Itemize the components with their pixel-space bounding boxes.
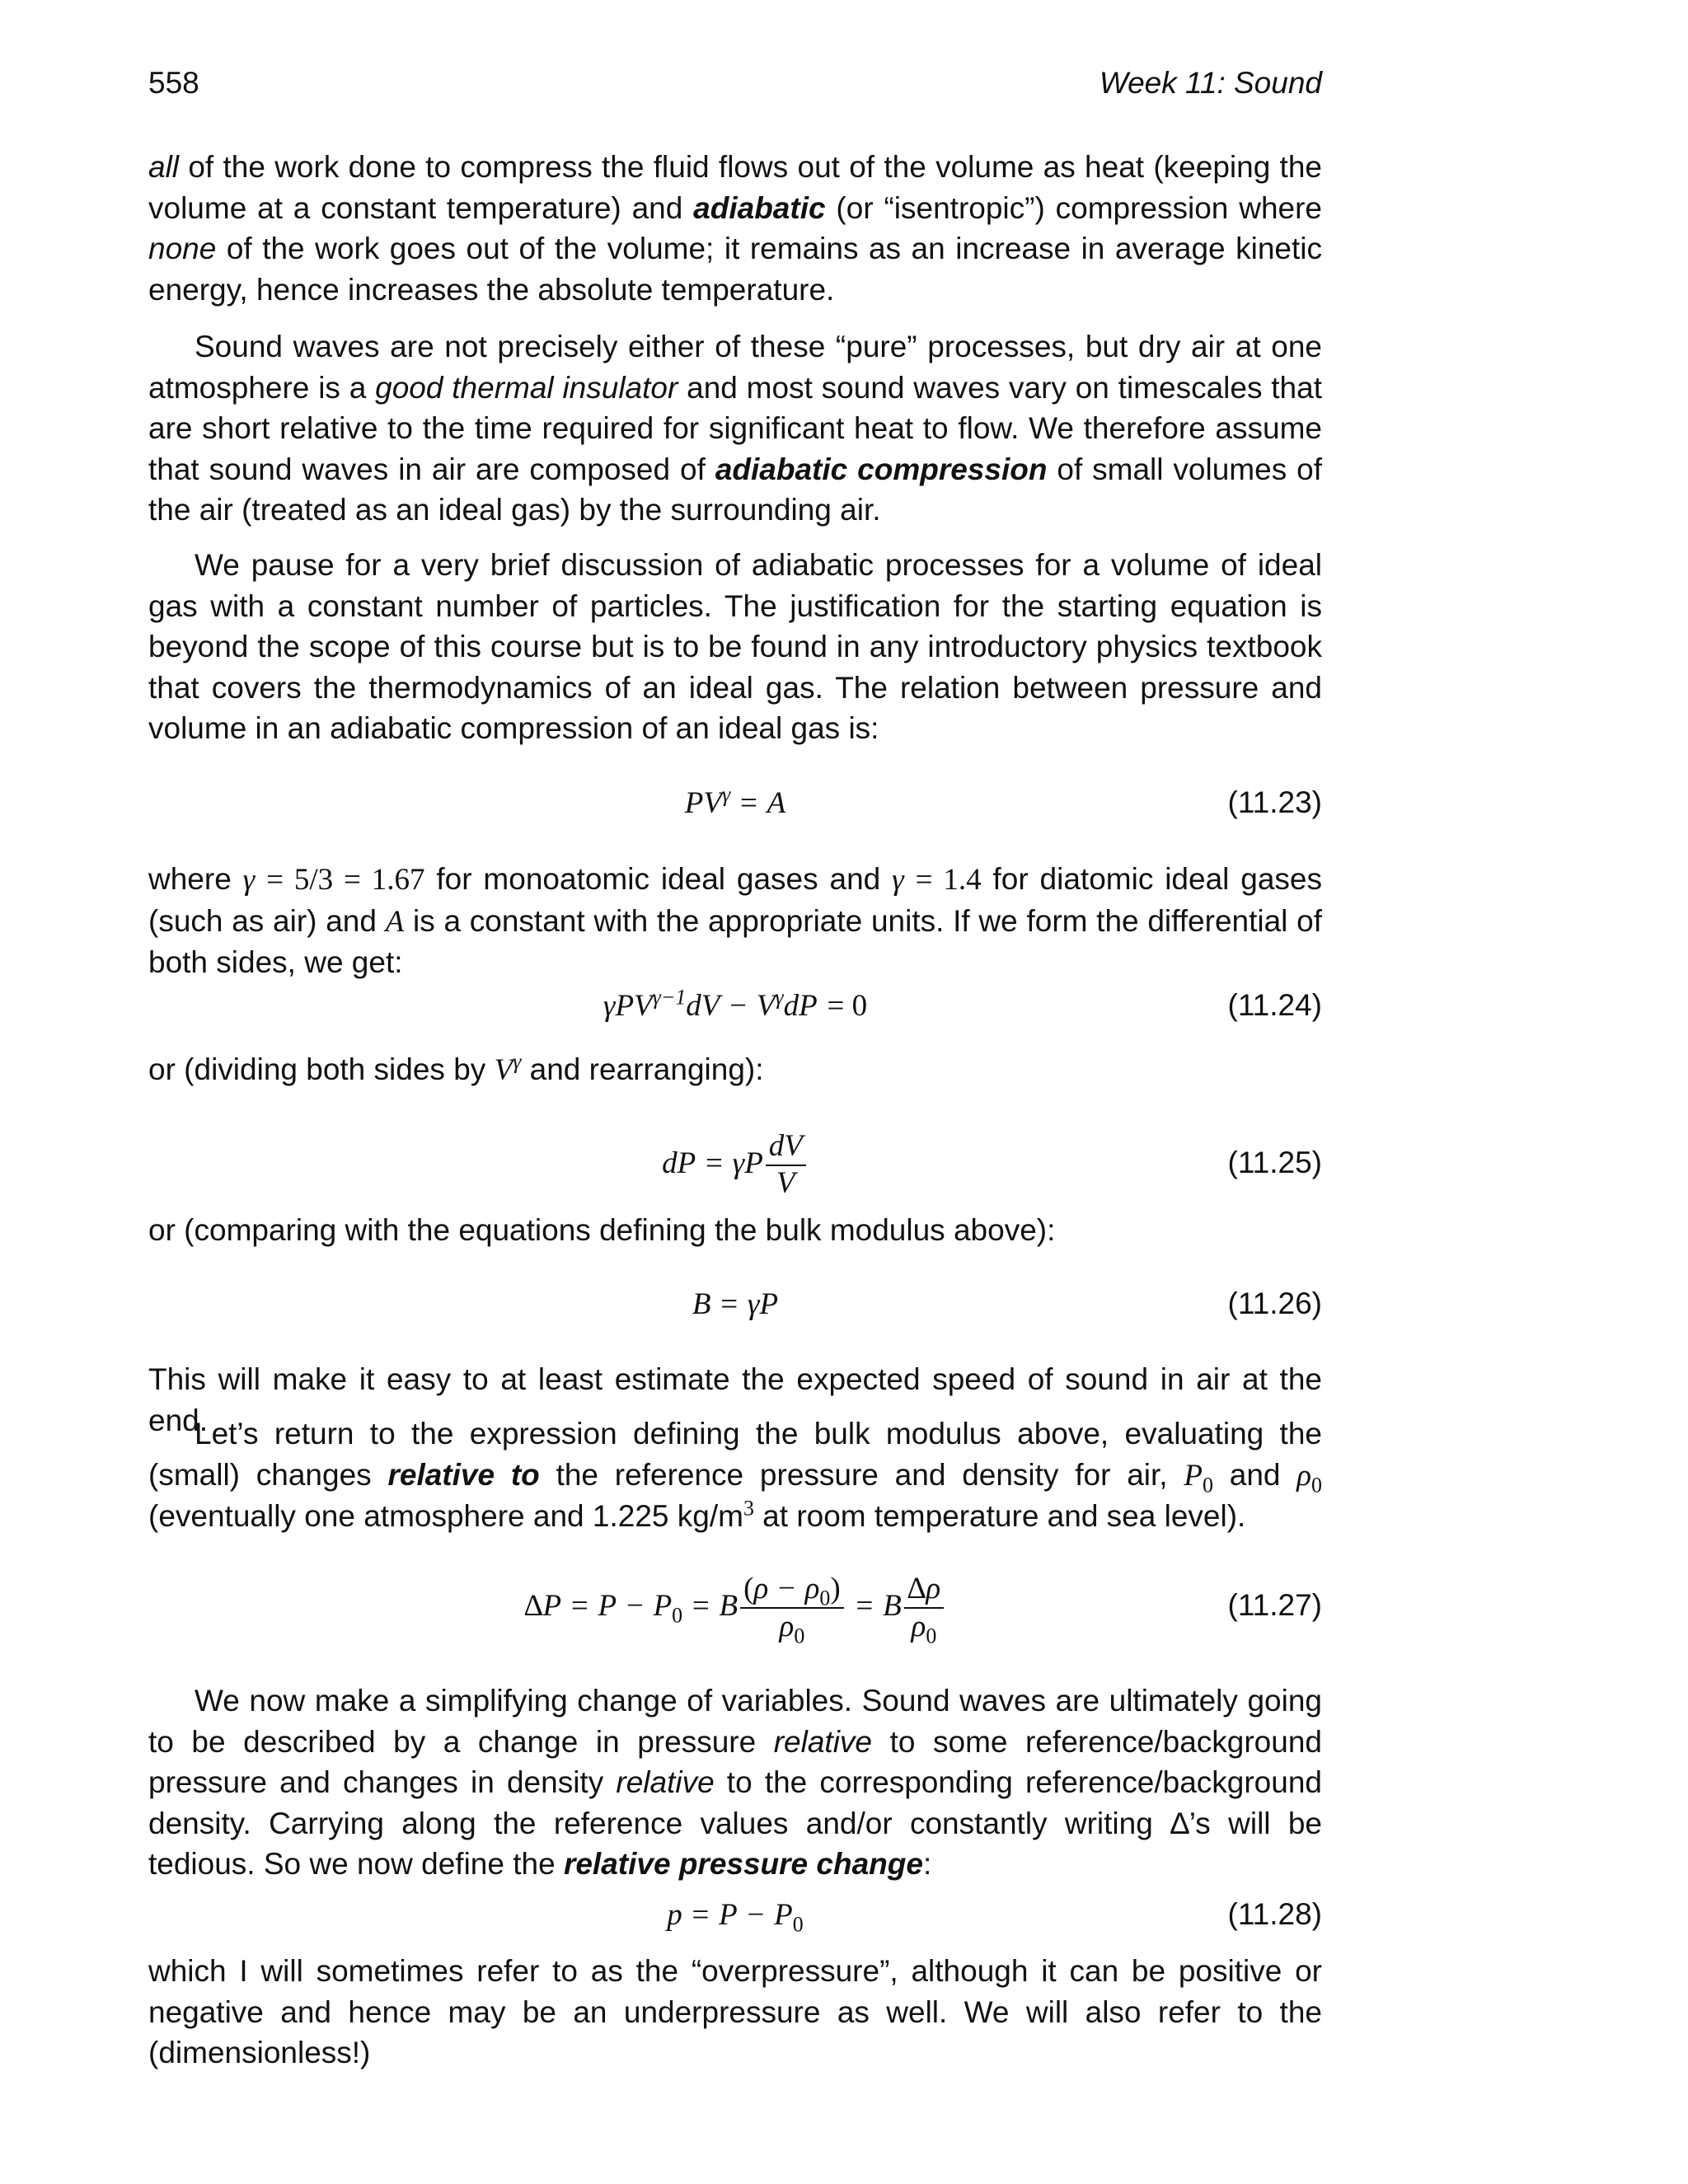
- paragraph-sound-waves: Sound waves are not precisely either of these “pure” processes, but dry air at one atmosphere is a good thermal insulator and most sound waves vary on timescales that are short relative to the time required for significant heat to flow. We therefore assume that sound waves in air are composed of adiabatic compression of small volumes of the air (treated as an ideal gas) by the surrounding air.: [148, 330, 1322, 527]
- equation-body: $\gamma PV^{\gamma-1}dV - V^\gamma dP = 0$: [603, 985, 868, 1023]
- equation-11-25: [148, 1118, 1322, 1208]
- equation-number: (11.23): [1227, 785, 1322, 819]
- paragraph-dividing: or (dividing both sides by $V^\gamma$ and rearranging):: [148, 1049, 764, 1087]
- paragraph-bulk-modulus: Let’s return to the expression defining the bulk modulus above, evaluating the (small) changes relative to the reference pressure and density for air, $P_0$ and $\rho_0$ (eventually one atmosphere and 1.225 $kg/m^3$ at room temperature and sea level).: [148, 1417, 1322, 1533]
- equation-number: (11.24): [1227, 988, 1322, 1022]
- equation-body: $PV^\gamma = A$: [684, 782, 786, 820]
- equation-number: (11.27): [1227, 1588, 1322, 1622]
- equation-number: (11.26): [1227, 1286, 1322, 1320]
- equation-body: $p = P - P_0$: [667, 1898, 804, 1937]
- paragraph-gamma-values: where γ = 5/3 = 1.67 for monoatomic ideal gases and γ = 1.4 for diatomic ideal gases (such as air) and A is a constant with the appropriate units. If we form the differential of both sides, we get:: [148, 862, 1323, 979]
- equation-number: (11.28): [1227, 1897, 1322, 1931]
- paragraph-comparing: or (comparing with the equations defining the bulk modulus above):: [148, 1213, 1056, 1247]
- equation-body: $\Delta P = P - P_0 = B$ $\frac{(\rho - \rho_0)}{\rho_0}$ = B $\frac{\Delta\rho}{\rho_0}$: [148, 1556, 1322, 1656]
- equation-11-26: [148, 1271, 1322, 1337]
- equation-11-27: [148, 1556, 1322, 1655]
- paragraph-adiabatic-discussion: We pause for a very brief discussion of adiabatic processes for a volume of ideal gas with a constant number of particles. The justification for the starting equation is beyond the scope of this course but is to be found in any introductory physics textbook that covers the thermodynamics of an ideal gas. The relation between pressure and volume in an adiabatic compression of an ideal gas is:: [148, 548, 1322, 745]
- equation-11-23: [148, 770, 1322, 836]
- paragraph-overpressure: which I will sometimes refer to as the “overpressure”, although it can be positive or negative and hence may be an underpressure as well. We will also refer to the (dimensionless!): [148, 1954, 1322, 2069]
- paragraph-change-of-variables: We now make a simplifying change of variables. Sound waves are ultimately going to be described by a change in pressure relative to some reference/background pressure and changes in density relative to the corresponding reference/background density. Carrying along the reference values and/or constantly writing ∆’s will be tedious. So we now define the relative pressure change:: [148, 1684, 1322, 1881]
- textbook-page: [148, 0, 1322, 2184]
- equation-11-24: [148, 972, 1322, 1038]
- page-number: 558: [148, 66, 199, 100]
- running-title: Week 11: Sound: [1099, 66, 1322, 100]
- equation-body: dP = γP $\frac{dV}{V}$: [148, 1118, 1322, 1209]
- equation-number: (11.25): [1227, 1146, 1322, 1179]
- page-header: [148, 63, 1322, 104]
- equation-11-28: [148, 1882, 1322, 1947]
- paragraph-heat-adiabatic: all of the work done to compress the fluid flows out of the volume as heat (keeping the volume at a constant temperature) and adiabatic (or “isentropic”) compression where none of the work goes out of the volume; it remains as an increase in average kinetic energy, hence increases the absolute temperature.: [148, 150, 1322, 307]
- paragraph-estimate: This will make it easy to at least estimate the expected speed of sound in air at the end.: [148, 1362, 1322, 1437]
- equation-body: B = γP: [692, 1287, 779, 1321]
